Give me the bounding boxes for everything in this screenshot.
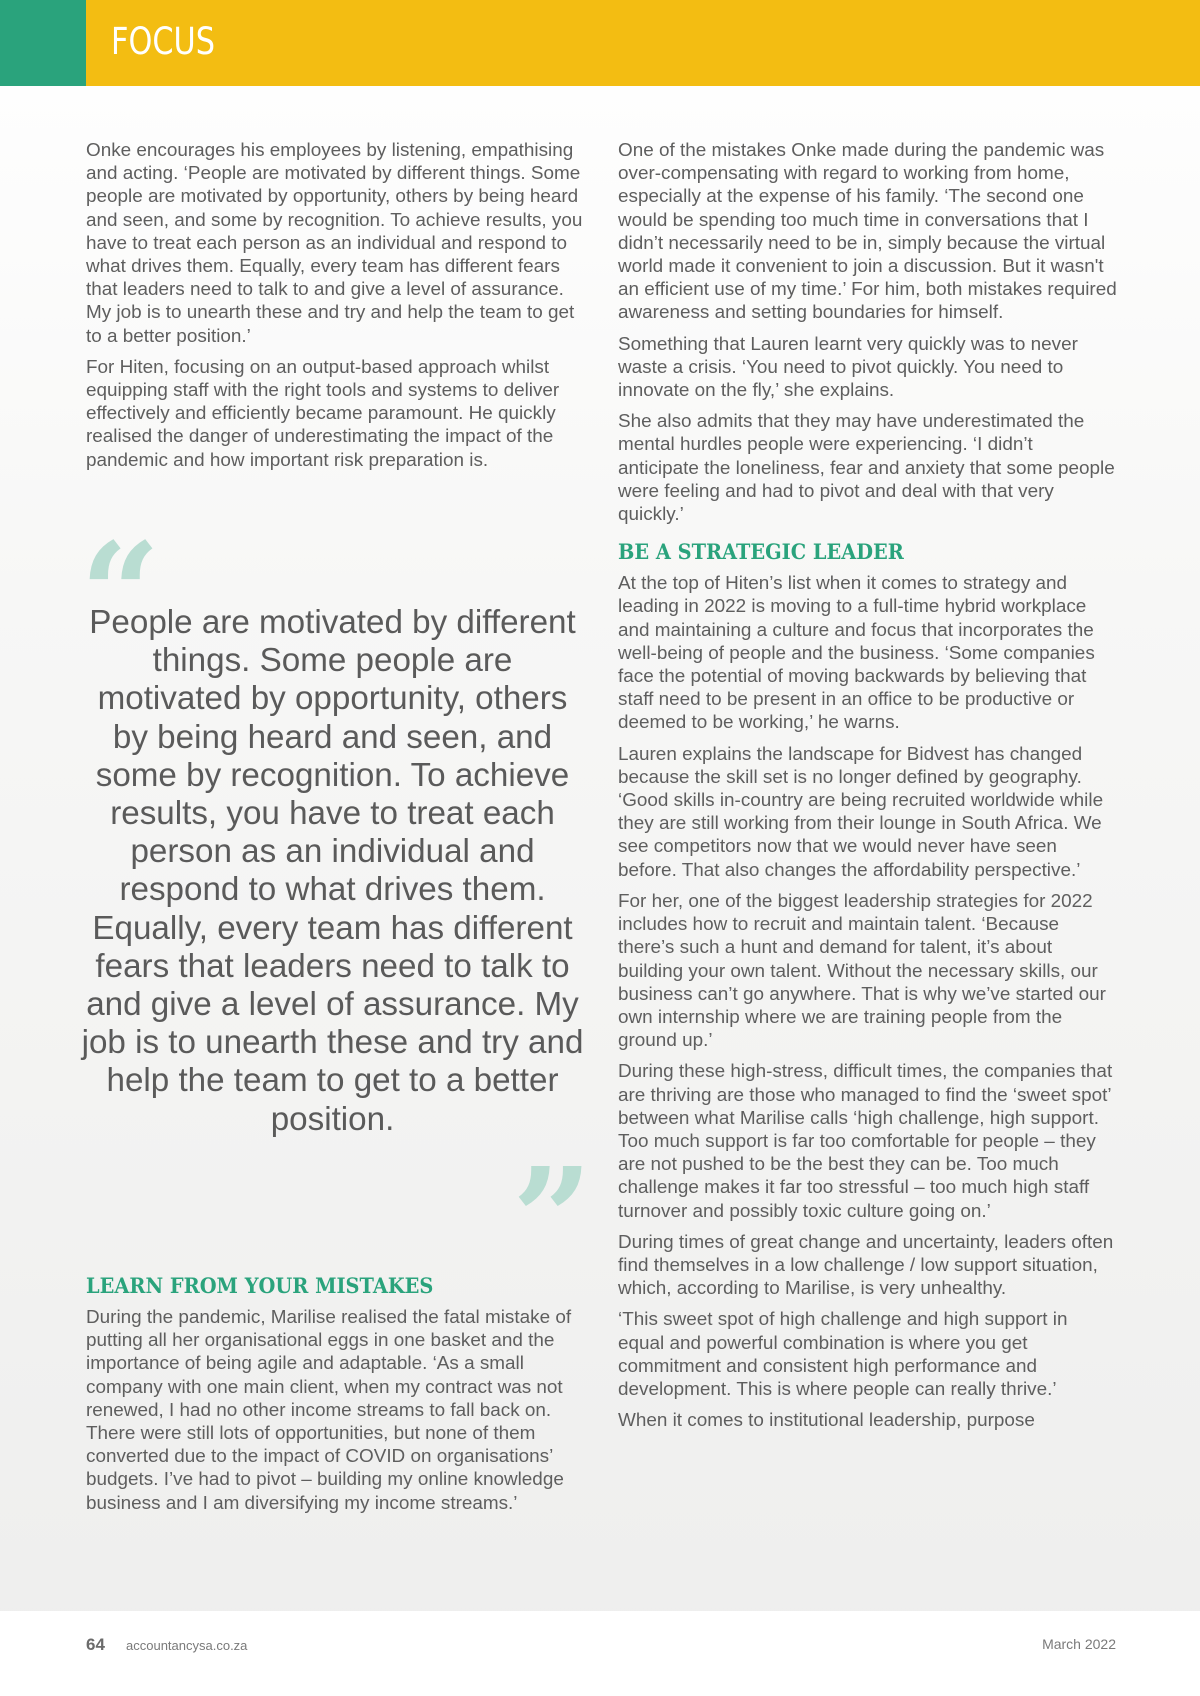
section-title: FOCUS (111, 20, 215, 63)
paragraph: Something that Lauren learnt very quickly was to never waste a crisis. ‘You need to pivot quickly. You need to innovate on the fly,’ she explains. (618, 333, 1078, 402)
paragraph: During times of great change and uncertainty, leaders often find themselves in a low challenge / low support situation, which, according to Marilise, is very unhealthy. (618, 1231, 1114, 1300)
section-heading: LEARN FROM YOUR MISTAKES (86, 1274, 434, 1299)
close-quote-icon: ” (512, 1138, 593, 1302)
paragraph: During the pandemic, Marilise realised the fatal mistake of putting all her organisational eggs in one basket and the importance of being agile and adaptable. ‘As a small company with one main client, when my contract was not renewed, I had no other income streams to fall back on. There were still lots of opportunities, but none of them converted due to the impact of COVID on organisations’ budgets. I’ve had to pivot – building my online knowledge business and I am diversifying my income streams.’ (86, 1307, 572, 1514)
pull-quote: People are motivated by different things. Some people are motivated by opportunity, others by being heard and seen, and some by recognition. To achieve results, you have to treat each person as an individual and respond to what drives them. Equally, every team has different fears that leaders need to talk to and give a level of assurance. My job is to unearth these and try and help the team to get to a better position. (81, 604, 584, 1138)
header-accent-block (0, 0, 86, 86)
paragraph: When it comes to institutional leadership, purpose (618, 1410, 1035, 1432)
paragraph: For Hiten, focusing on an output-based approach whilst equipping staff with the right tools and systems to deliver effectively and efficiently became paramount. He quickly realised the danger of underestimating the impact of the pandemic and how important risk preparation is. (86, 356, 560, 471)
paragraph: For her, one of the biggest leadership strategies for 2022 includes how to recruit and maintain talent. ‘Because there’s such a hunt and demand for talent, it’s about building your own talent. Without the necessary skills, our business can’t go anywhere. That is why we’ve started our own internship where we are training people from the ground up.’ (618, 890, 1106, 1052)
page-footer (0, 1611, 1200, 1696)
learn-section (86, 1274, 586, 1523)
paragraph: Onke encourages his employees by listening, empathising and acting. ‘People are motivated by different things. Some people are motivated by opportunity, others by being heard and seen, and some by recognition. To achieve results, you have to treat each person as an individual and respond to what drives them. Equally, every team has different fears that leaders need to talk to and give a level of assurance. My job is to unearth these and try and help the team to get to a better position.’ (86, 140, 583, 347)
left-column (86, 139, 586, 480)
paragraph: She also admits that they may have underestimated the mental hurdles people were experiencing. ‘I didn’t anticipate the loneliness, fear and anxiety that some people were feeling and had to pivot and deal with that very quickly.’ (618, 411, 1115, 526)
open-quote-icon: “ (80, 513, 161, 677)
section-heading: BE A STRATEGIC LEADER (618, 540, 904, 566)
paragraph: During these high-stress, difficult times, the companies that are thriving are those who managed to find the ‘sweet spot’ between what Marilise calls ‘high challenge, high support. Too much support is far too comfortable for people – they are not pushed to be the best they can be. Too much challenge makes it far too stressful – too much high staff turnover and possibly toxic culture going on.’ (618, 1061, 1113, 1222)
paragraph: At the top of Hiten’s list when it comes to strategy and leading in 2022 is moving to a full-time hybrid workplace and maintaining a culture and focus that incorporates the well-being of people and the business. ‘Some companies face the potential of moving backwards by believing that staff need to be present in an office to be productive or deemed to be working,’ he warns. (618, 573, 1095, 734)
right-column (618, 139, 1118, 1440)
paragraph: One of the mistakes Onke made during the pandemic was over-compensating with regard to working from home, especially at the expense of his family. ‘The second one would be spending too much time in conversations that I didn’t necessarily need to be in, simply because the virtual world made it convenient to join a discussion. But it wasn't an efficient use of my time.’ For him, both mistakes required awareness and setting boundaries for himself. (618, 140, 1117, 324)
paragraph: ‘This sweet spot of high challenge and high support in equal and powerful combination is where you get commitment and consistent high performance and development. This is where people can really thrive.’ (618, 1309, 1068, 1400)
page-header (0, 0, 1200, 86)
page-number: 64 (86, 1635, 105, 1654)
issue-date: March 2022 (1042, 1636, 1116, 1652)
paragraph: Lauren explains the landscape for Bidvest has changed because the skill set is no longer defined by geography. ‘Good skills in-country are being recruited worldwide while they are still working from their lounge in South Africa. We see competitors now that we would never have seen before. That also changes the affordability perspective.’ (618, 743, 1104, 881)
footer-site-link[interactable]: accountancysa.co.za (126, 1638, 248, 1653)
